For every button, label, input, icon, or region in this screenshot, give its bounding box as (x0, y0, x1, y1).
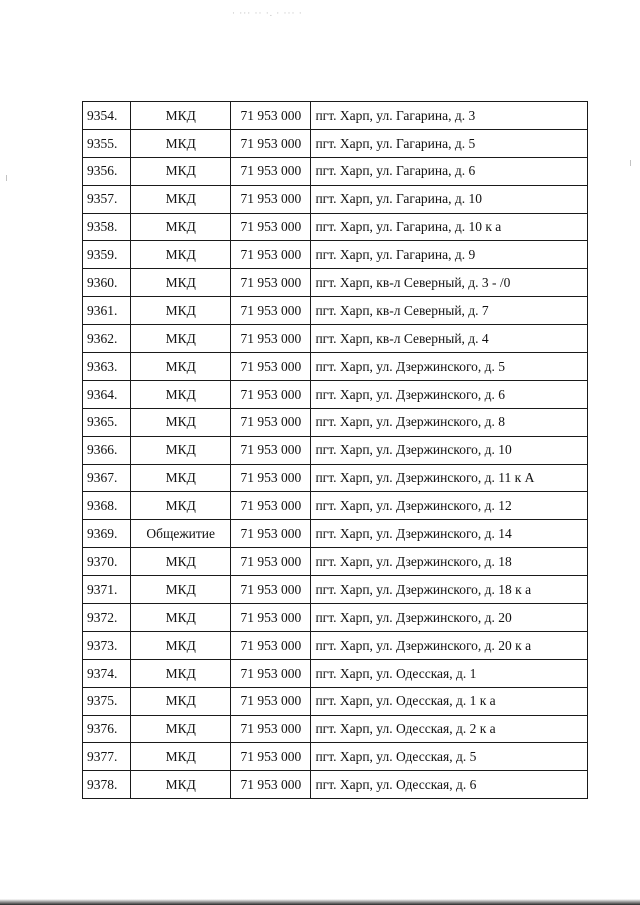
row-number: 9368. (83, 492, 131, 520)
table-row (83, 492, 588, 520)
oktmo-code: 71 953 000 (231, 241, 311, 269)
row-number: 9364. (83, 380, 131, 408)
address: пгт. Харп, ул. Дзержинского, д. 14 (311, 520, 588, 548)
row-number: 9359. (83, 241, 131, 269)
page-bottom-edge (0, 899, 640, 905)
table-row (83, 297, 588, 325)
building-type: МКД (131, 464, 231, 492)
table-row (83, 604, 588, 632)
address: пгт. Харп, кв-л Северный, д. 4 (311, 325, 588, 353)
oktmo-code: 71 953 000 (231, 715, 311, 743)
oktmo-code: 71 953 000 (231, 157, 311, 185)
oktmo-code: 71 953 000 (231, 213, 311, 241)
table-row (83, 185, 588, 213)
address: пгт. Харп, ул. Одесская, д. 2 к а (311, 715, 588, 743)
address: пгт. Харп, ул. Дзержинского, д. 18 (311, 548, 588, 576)
row-number: 9376. (83, 715, 131, 743)
oktmo-code: 71 953 000 (231, 129, 311, 157)
building-type: МКД (131, 548, 231, 576)
oktmo-code: 71 953 000 (231, 743, 311, 771)
address: пгт. Харп, ул. Гагарина, д. 6 (311, 157, 588, 185)
row-number: 9374. (83, 659, 131, 687)
address: пгт. Харп, ул. Дзержинского, д. 10 (311, 436, 588, 464)
row-number: 9356. (83, 157, 131, 185)
building-type: МКД (131, 129, 231, 157)
row-number: 9355. (83, 129, 131, 157)
address: пгт. Харп, ул. Гагарина, д. 9 (311, 241, 588, 269)
building-type: МКД (131, 492, 231, 520)
row-number: 9362. (83, 325, 131, 353)
oktmo-code: 71 953 000 (231, 659, 311, 687)
row-number: 9358. (83, 213, 131, 241)
address: пгт. Харп, кв-л Северный, д. 3 - /0 (311, 269, 588, 297)
table-row (83, 436, 588, 464)
oktmo-code: 71 953 000 (231, 436, 311, 464)
building-type: МКД (131, 771, 231, 799)
oktmo-code: 71 953 000 (231, 325, 311, 353)
oktmo-code: 71 953 000 (231, 604, 311, 632)
building-type: МКД (131, 241, 231, 269)
oktmo-code: 71 953 000 (231, 185, 311, 213)
building-type: МКД (131, 157, 231, 185)
table-row (83, 548, 588, 576)
table-row (83, 129, 588, 157)
row-number: 9370. (83, 548, 131, 576)
table-row (83, 687, 588, 715)
row-number: 9372. (83, 604, 131, 632)
row-number: 9371. (83, 576, 131, 604)
building-type: МКД (131, 604, 231, 632)
row-number: 9367. (83, 464, 131, 492)
address: пгт. Харп, ул. Дзержинского, д. 20 (311, 604, 588, 632)
table-body (83, 102, 588, 799)
building-type: МКД (131, 213, 231, 241)
row-number: 9354. (83, 102, 131, 130)
row-number: 9360. (83, 269, 131, 297)
row-number: 9373. (83, 631, 131, 659)
building-type: МКД (131, 380, 231, 408)
building-type: МКД (131, 687, 231, 715)
address: пгт. Харп, ул. Дзержинского, д. 18 к а (311, 576, 588, 604)
table-row (83, 771, 588, 799)
address: пгт. Харп, ул. Дзержинского, д. 20 к а (311, 631, 588, 659)
address: пгт. Харп, ул. Дзержинского, д. 12 (311, 492, 588, 520)
address: пгт. Харп, ул. Дзержинского, д. 11 к А (311, 464, 588, 492)
address: пгт. Харп, ул. Гагарина, д. 10 (311, 185, 588, 213)
building-type: МКД (131, 436, 231, 464)
table-row (83, 464, 588, 492)
address: пгт. Харп, ул. Дзержинского, д. 5 (311, 353, 588, 381)
row-number: 9378. (83, 771, 131, 799)
table-row (83, 408, 588, 436)
table-row (83, 631, 588, 659)
oktmo-code: 71 953 000 (231, 408, 311, 436)
table-row (83, 157, 588, 185)
row-number: 9363. (83, 353, 131, 381)
address: пгт. Харп, ул. Одесская, д. 6 (311, 771, 588, 799)
row-number: 9366. (83, 436, 131, 464)
building-type: МКД (131, 576, 231, 604)
scan-mark (630, 160, 631, 166)
building-type: МКД (131, 185, 231, 213)
oktmo-code: 71 953 000 (231, 548, 311, 576)
oktmo-code: 71 953 000 (231, 353, 311, 381)
table-row (83, 576, 588, 604)
row-number: 9377. (83, 743, 131, 771)
building-type: МКД (131, 631, 231, 659)
building-type: МКД (131, 297, 231, 325)
address: пгт. Харп, ул. Гагарина, д. 10 к а (311, 213, 588, 241)
address: пгт. Харп, ул. Дзержинского, д. 8 (311, 408, 588, 436)
table-row (83, 102, 588, 130)
address: пгт. Харп, ул. Дзержинского, д. 6 (311, 380, 588, 408)
building-type: МКД (131, 353, 231, 381)
table-row (83, 325, 588, 353)
table-row (83, 520, 588, 548)
table-row (83, 213, 588, 241)
row-number: 9369. (83, 520, 131, 548)
scan-artifact: · ··· ·· ·. · ··· · (232, 8, 303, 18)
building-type: МКД (131, 408, 231, 436)
address: пгт. Харп, ул. Гагарина, д. 3 (311, 102, 588, 130)
oktmo-code: 71 953 000 (231, 297, 311, 325)
oktmo-code: 71 953 000 (231, 380, 311, 408)
oktmo-code: 71 953 000 (231, 102, 311, 130)
row-number: 9357. (83, 185, 131, 213)
table-row (83, 659, 588, 687)
building-type: Общежитие (131, 520, 231, 548)
oktmo-code: 71 953 000 (231, 687, 311, 715)
oktmo-code: 71 953 000 (231, 631, 311, 659)
table-row (83, 353, 588, 381)
scan-mark (6, 175, 7, 181)
address: пгт. Харп, ул. Одесская, д. 5 (311, 743, 588, 771)
housing-registry-table (82, 101, 588, 799)
table-row (83, 380, 588, 408)
oktmo-code: 71 953 000 (231, 464, 311, 492)
building-type: МКД (131, 659, 231, 687)
table-row (83, 269, 588, 297)
building-type: МКД (131, 102, 231, 130)
table-row (83, 241, 588, 269)
table-row (83, 743, 588, 771)
table-row (83, 715, 588, 743)
row-number: 9375. (83, 687, 131, 715)
building-type: МКД (131, 743, 231, 771)
address: пгт. Харп, ул. Одесская, д. 1 (311, 659, 588, 687)
address: пгт. Харп, ул. Одесская, д. 1 к а (311, 687, 588, 715)
oktmo-code: 71 953 000 (231, 492, 311, 520)
building-type: МКД (131, 325, 231, 353)
oktmo-code: 71 953 000 (231, 520, 311, 548)
oktmo-code: 71 953 000 (231, 269, 311, 297)
row-number: 9361. (83, 297, 131, 325)
address: пгт. Харп, кв-л Северный, д. 7 (311, 297, 588, 325)
address: пгт. Харп, ул. Гагарина, д. 5 (311, 129, 588, 157)
oktmo-code: 71 953 000 (231, 576, 311, 604)
building-type: МКД (131, 715, 231, 743)
building-type: МКД (131, 269, 231, 297)
oktmo-code: 71 953 000 (231, 771, 311, 799)
row-number: 9365. (83, 408, 131, 436)
